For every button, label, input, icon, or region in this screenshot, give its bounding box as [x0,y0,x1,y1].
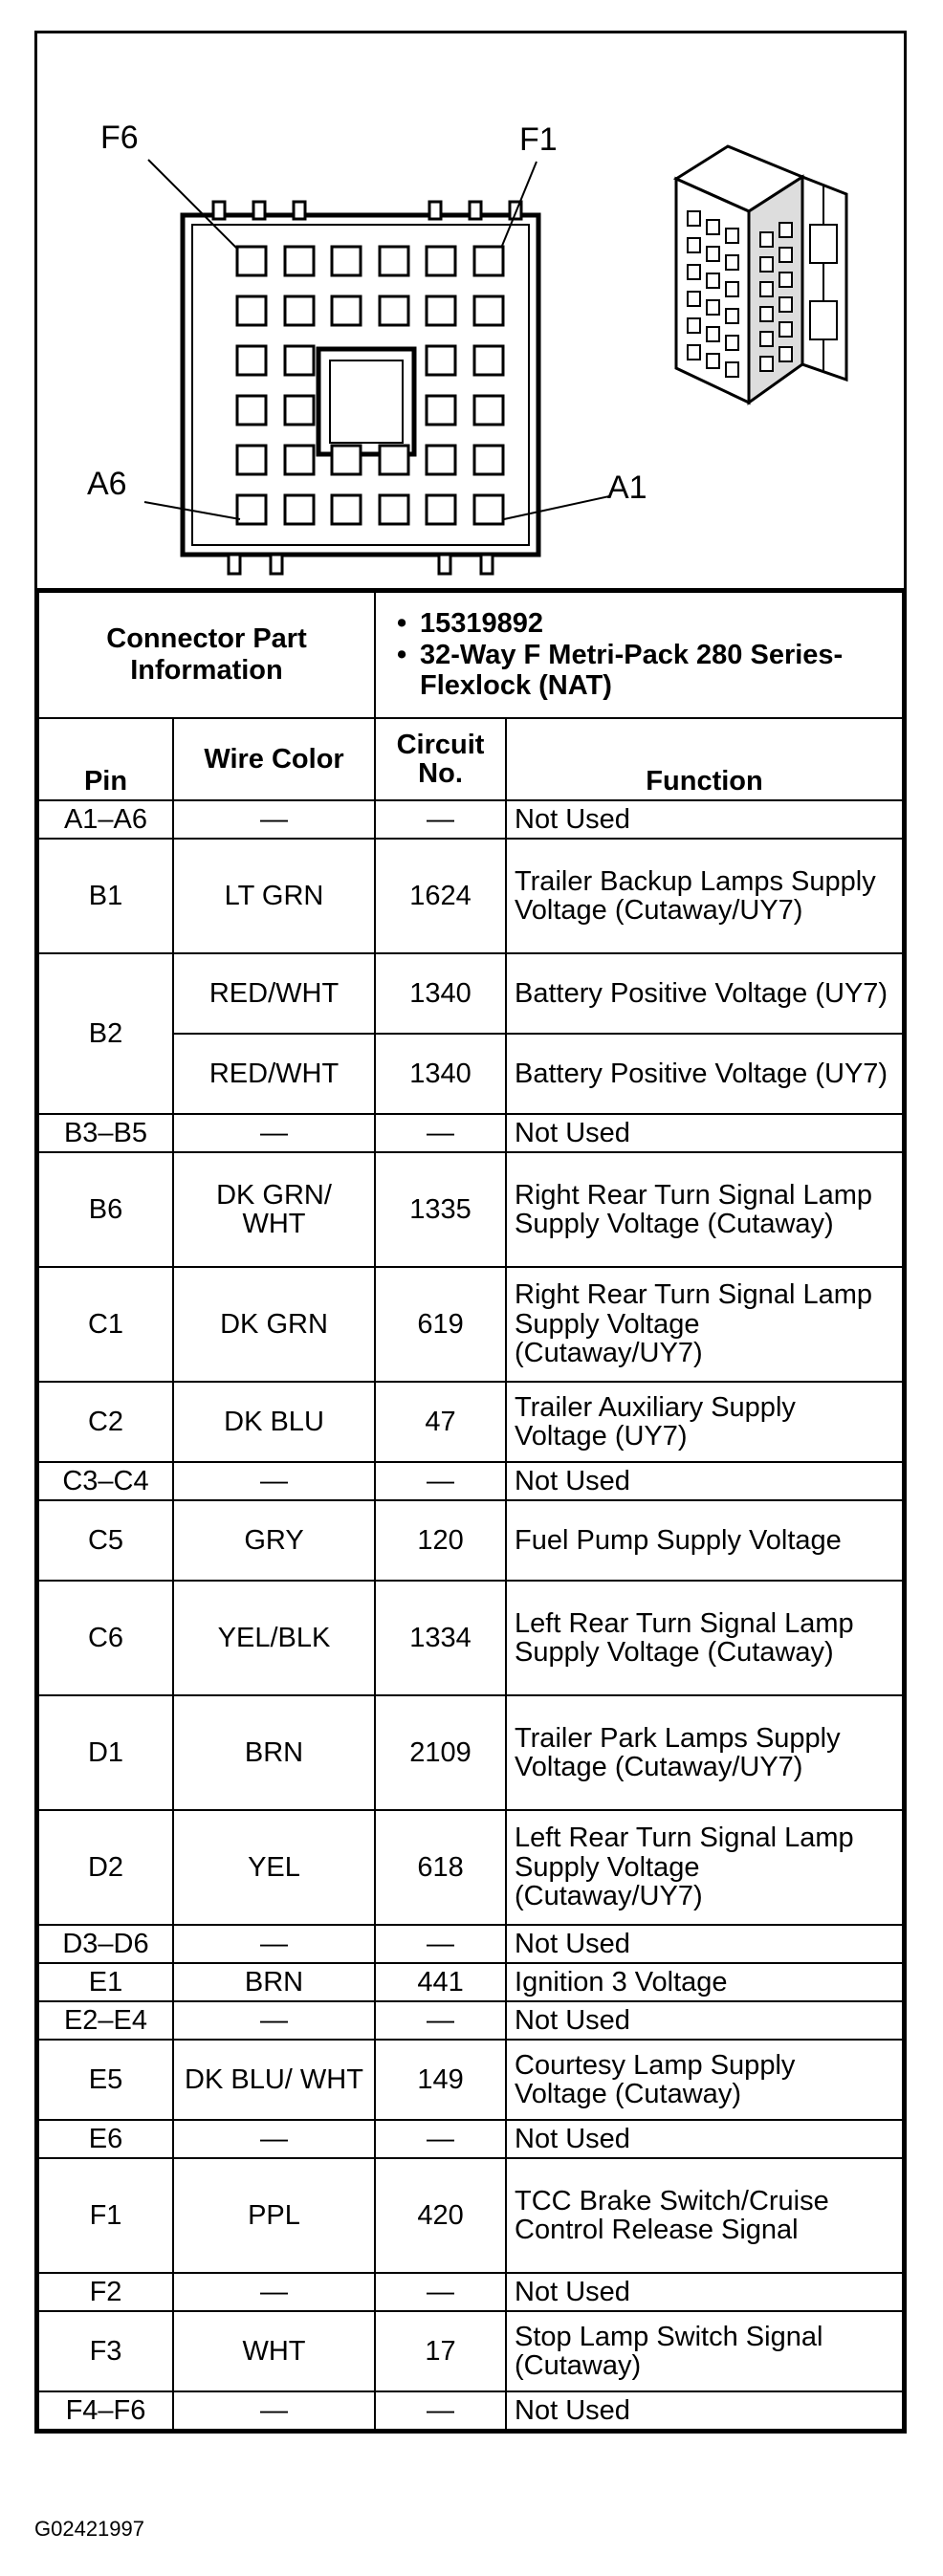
latch-tab [213,202,225,219]
iso-shape [760,332,773,346]
connector-description: • 32-Way F Metri-Pack 280 Series- Flexlock (NAT) [397,640,894,702]
pin-cell: C3–C4 [38,1462,173,1500]
function-cell: Left Rear Turn Signal Lamp Supply Voltage (Cutaway) [506,1581,903,1695]
pin-cavity [285,346,314,375]
iso-shape [707,220,719,234]
function-cell: Not Used [506,1462,903,1500]
table-row [38,800,903,839]
pin-cavity [285,446,314,474]
circuit-cell: — [375,2001,506,2040]
table-row [38,1382,903,1462]
latch-tab [439,555,450,574]
iso-shape [688,292,700,306]
circuit-cell: 1335 [375,1152,506,1267]
iso-shape [707,327,719,341]
circuit-cell: — [375,2273,506,2311]
pin-cavity [285,495,314,524]
label-a1: A1 [607,469,647,506]
pin-cavity [427,296,455,325]
table-row [38,2391,903,2430]
latch-tab [470,202,481,219]
function-cell: Stop Lamp Switch Signal (Cutaway) [506,2311,903,2391]
iso-shape [688,238,700,252]
header-row [38,718,903,800]
function-cell: Trailer Backup Lamps Supply Voltage (Cutaway/UY7) [506,839,903,953]
wire-color-cell: BRN [173,1695,375,1810]
label-f1: F1 [519,121,558,158]
latch-tab [229,555,240,574]
iso-shape [726,336,738,350]
pin-cavity [474,247,503,275]
wire-color-cell: — [173,2120,375,2158]
table-row [38,1462,903,1500]
label-a6: A6 [87,466,127,502]
wire-color-cell: — [173,1462,375,1500]
function-cell: Battery Positive Voltage (UY7) [506,1034,903,1114]
table-row [38,2273,903,2311]
iso-shape [726,282,738,296]
circuit-cell: 420 [375,2158,506,2273]
iso-shape [779,248,792,262]
pin-cavity [474,296,503,325]
iso-shape [726,229,738,243]
pin-cavity [474,396,503,425]
iso-shape [760,257,773,272]
pin-cell: B1 [38,839,173,953]
table-row [38,2158,903,2273]
iso-shape [688,265,700,279]
function-cell: Right Rear Turn Signal Lamp Supply Voltage (Cutaway) [506,1152,903,1267]
circuit-cell: 120 [375,1500,506,1581]
iso-shape [726,255,738,270]
iso-shape [726,309,738,323]
circuit-cell: 149 [375,2040,506,2120]
table-row [38,1695,903,1810]
wire-color-cell: GRY [173,1500,375,1581]
wire-color-cell: — [173,2001,375,2040]
function-cell: Not Used [506,2273,903,2311]
table-row [38,1963,903,2001]
wire-color-cell: YEL/BLK [173,1581,375,1695]
table-row [38,2040,903,2120]
pin-cell: F3 [38,2311,173,2391]
table-row [38,2311,903,2391]
header-wire-color: Wire Color [173,718,375,800]
connector-info-values [375,592,903,718]
function-cell: Not Used [506,2391,903,2430]
pin-cavity [380,446,408,474]
pin-cell: E5 [38,2040,173,2120]
iso-shape [749,177,802,403]
wire-color-cell: YEL [173,1810,375,1925]
pin-cavity [474,446,503,474]
function-cell: Courtesy Lamp Supply Voltage (Cutaway) [506,2040,903,2120]
function-cell: Fuel Pump Supply Voltage [506,1500,903,1581]
iso-shape [707,247,719,261]
connector-info-row [38,592,903,718]
pin-cell: B3–B5 [38,1114,173,1152]
circuit-cell: — [375,1925,506,1963]
wire-color-cell: — [173,2391,375,2430]
latch-tab [481,555,493,574]
pin-cell: E2–E4 [38,2001,173,2040]
table-row [38,1925,903,1963]
iso-shape [810,301,837,339]
pin-cavity [332,296,361,325]
pin-cavity [237,247,266,275]
pin-cavity [474,346,503,375]
pin-cell: F1 [38,2158,173,2273]
connector-iso-view [676,146,846,403]
wire-color-cell: WHT [173,2311,375,2391]
wire-color-cell: DK GRN/ WHT [173,1152,375,1267]
wire-color-cell: DK BLU [173,1382,375,1462]
circuit-cell: 47 [375,1382,506,1462]
wire-color-cell: RED/WHT [173,953,375,1034]
iso-shape [779,273,792,287]
connector-info-label: Connector Part Information [38,592,375,718]
iso-shape [779,223,792,237]
circuit-cell: — [375,1114,506,1152]
table-row [38,1500,903,1581]
circuit-cell: 1340 [375,953,506,1034]
pin-cavity [474,495,503,524]
function-cell: Not Used [506,800,903,839]
iso-shape [688,345,700,360]
pin-cavity [285,247,314,275]
leader-f1 [502,162,537,246]
pin-cavity [427,247,455,275]
circuit-cell: 618 [375,1810,506,1925]
circuit-cell: 2109 [375,1695,506,1810]
iso-shape [688,211,700,226]
wire-color-cell: PPL [173,2158,375,2273]
iso-shape [779,297,792,312]
function-cell: Battery Positive Voltage (UY7) [506,953,903,1034]
connector-part-number: • 15319892 [397,608,894,639]
function-cell: Not Used [506,2001,903,2040]
function-cell: Trailer Auxiliary Supply Voltage (UY7) [506,1382,903,1462]
pin-cavity [237,296,266,325]
pin-cavity [237,446,266,474]
table-row [38,2120,903,2158]
pin-cavity [380,495,408,524]
iso-shape [760,282,773,296]
wire-color-cell: BRN [173,1963,375,2001]
function-cell: Not Used [506,1925,903,1963]
table-row [38,953,903,1034]
connector-diagram [37,33,904,591]
leader-a1 [504,496,609,519]
circuit-cell: — [375,800,506,839]
pin-cavity [237,346,266,375]
latch-tab [271,555,282,574]
pin-cavity [427,396,455,425]
pinout-table [37,591,904,2431]
header-function: Function [506,718,903,800]
table-row [38,1267,903,1382]
circuit-cell: 1624 [375,839,506,953]
connector-sheet [34,31,907,2434]
pin-cell: C2 [38,1382,173,1462]
circuit-cell: 1340 [375,1034,506,1114]
pin-cell: F4–F6 [38,2391,173,2430]
circuit-cell: 1334 [375,1581,506,1695]
wire-color-cell: RED/WHT [173,1034,375,1114]
pin-cavity [237,495,266,524]
circuit-cell: 17 [375,2311,506,2391]
circuit-cell: — [375,2391,506,2430]
pin-cavity [332,495,361,524]
wire-color-cell: — [173,1114,375,1152]
pin-cavity [427,495,455,524]
pin-cell: B6 [38,1152,173,1267]
function-cell: Ignition 3 Voltage [506,1963,903,2001]
wire-color-cell: — [173,1925,375,1963]
iso-shape [779,347,792,361]
table-row [38,1114,903,1152]
function-cell: Right Rear Turn Signal Lamp Supply Voltage (Cutaway/UY7) [506,1267,903,1382]
function-cell: Not Used [506,2120,903,2158]
pin-cell: F2 [38,2273,173,2311]
table-row [38,1152,903,1267]
pin-cell: C1 [38,1267,173,1382]
wire-color-cell: — [173,800,375,839]
pin-cavity [285,396,314,425]
pin-cell: A1–A6 [38,800,173,839]
pin-cell: C6 [38,1581,173,1695]
pin-cell: E1 [38,1963,173,2001]
pin-cell: B2 [38,953,173,1114]
iso-shape [760,307,773,321]
table-row [38,1810,903,1925]
pin-cell: E6 [38,2120,173,2158]
table-row [38,2001,903,2040]
wire-color-cell: LT GRN [173,839,375,953]
iso-shape [688,318,700,333]
latch-tab [429,202,441,219]
circuit-cell: — [375,1462,506,1500]
iso-shape [810,225,837,263]
pin-cavity [427,346,455,375]
iso-shape [707,300,719,315]
pin-cavity [285,296,314,325]
circuit-cell: 441 [375,1963,506,2001]
table-row [38,1581,903,1695]
pin-cell: D1 [38,1695,173,1810]
header-circuit-no: Circuit No. [375,718,506,800]
pin-cell: D3–D6 [38,1925,173,1963]
connector-face-drawing [37,33,904,588]
pin-cavity [380,247,408,275]
iso-shape [707,273,719,288]
iso-shape [726,362,738,377]
iso-shape [760,232,773,247]
latch-tab [253,202,265,219]
pin-cell: C5 [38,1500,173,1581]
pin-cavity [427,446,455,474]
pin-cavity [380,296,408,325]
iso-shape [779,322,792,337]
pin-cell: D2 [38,1810,173,1925]
function-cell: Trailer Park Lamps Supply Voltage (Cutaway/UY7) [506,1695,903,1810]
pin-cavity [332,247,361,275]
latch-tab [294,202,305,219]
iso-shape [760,357,773,371]
circuit-cell: — [375,2120,506,2158]
header-pin: Pin [38,718,173,800]
circuit-cell: 619 [375,1267,506,1382]
pin-cavity [237,396,266,425]
wire-color-cell: DK GRN [173,1267,375,1382]
function-cell: TCC Brake Switch/Cruise Control Release Signal [506,2158,903,2273]
table-row [38,839,903,953]
function-cell: Not Used [506,1114,903,1152]
wire-color-cell: DK BLU/ WHT [173,2040,375,2120]
figure-code: G02421997 [34,2517,144,2541]
wire-color-cell: — [173,2273,375,2311]
label-f6: F6 [100,120,139,156]
function-cell: Left Rear Turn Signal Lamp Supply Voltage (Cutaway/UY7) [506,1810,903,1925]
center-insert-inner [330,360,403,443]
iso-shape [707,354,719,368]
pin-cavity [332,446,361,474]
